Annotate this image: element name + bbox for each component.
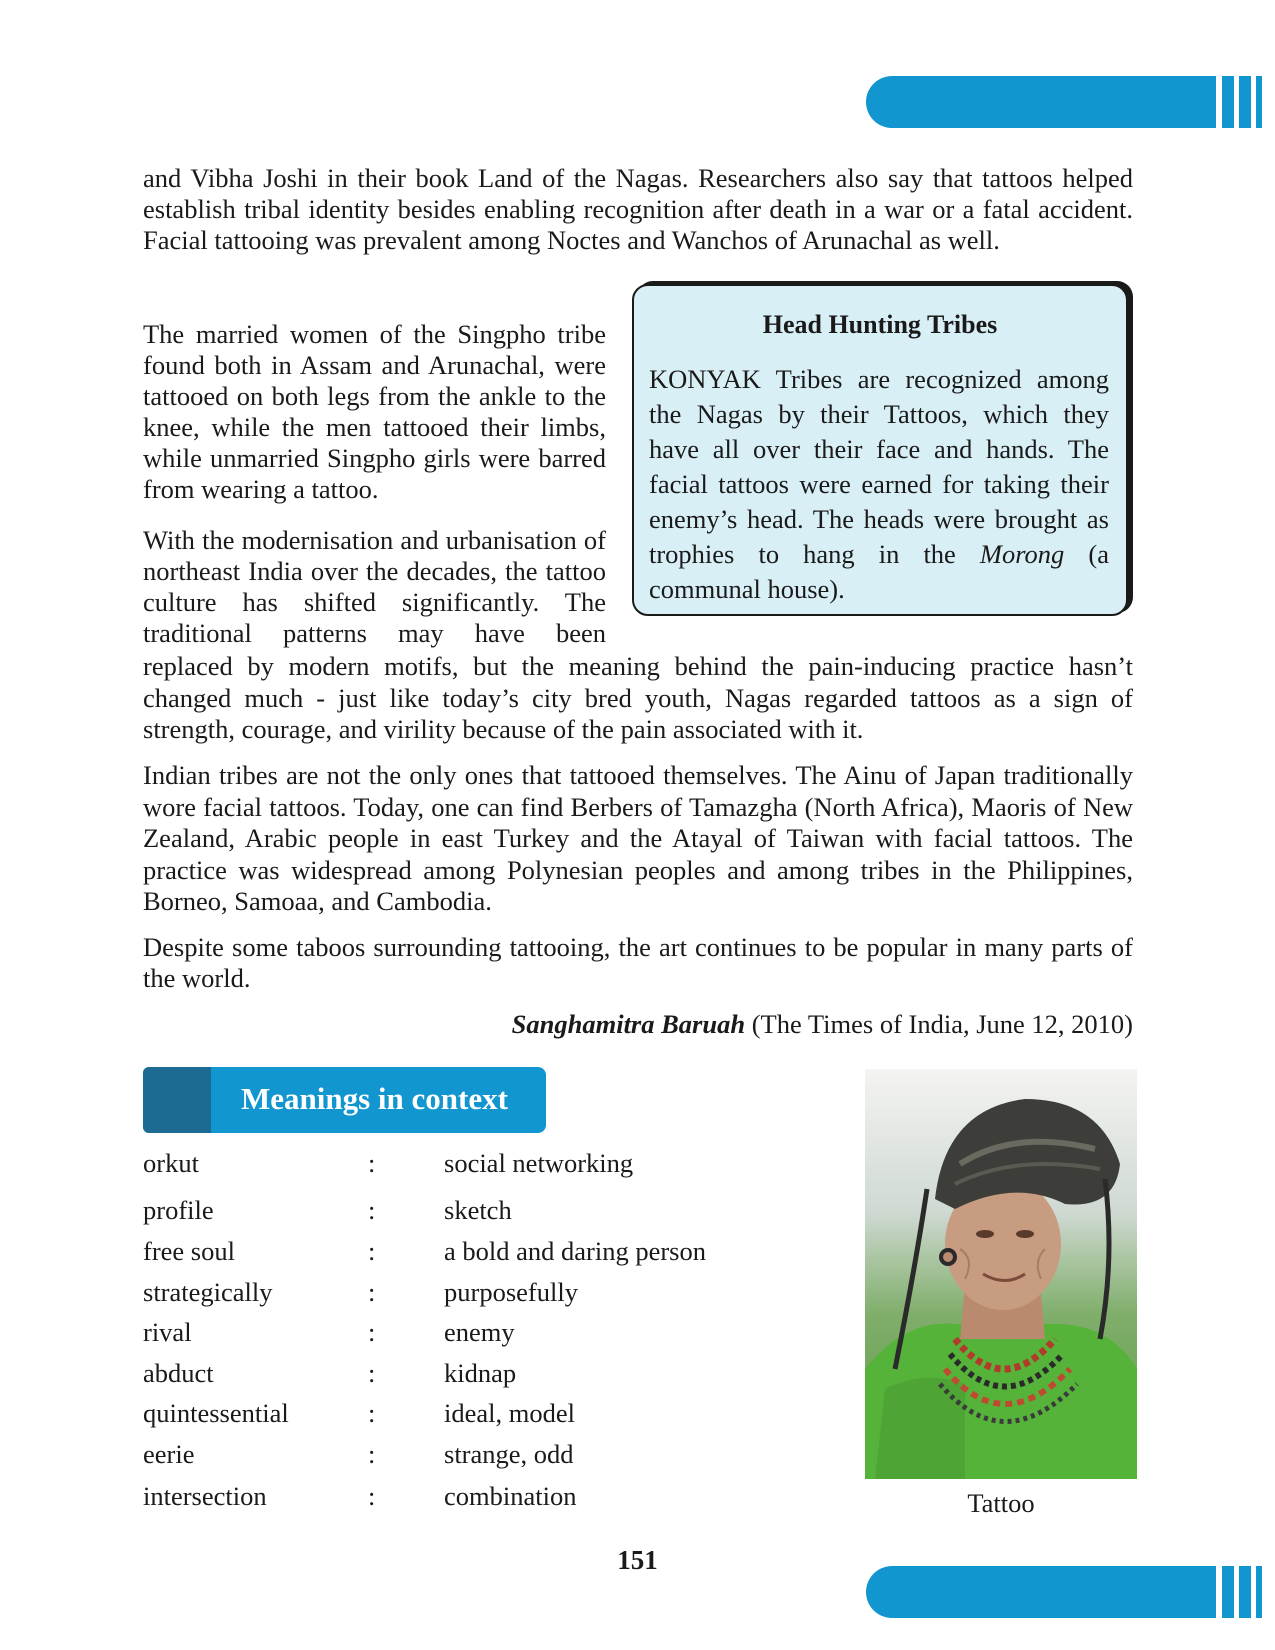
glossary-term: profile bbox=[143, 1195, 214, 1225]
glossary-meaning: kidnap bbox=[444, 1358, 517, 1388]
glossary-term: abduct bbox=[143, 1358, 214, 1388]
body-paragraph-2: The married women of the Singpho tribe found both in Assam and Arunachal, were tattooed on both legs from the ankle to the knee, while the men tattooed their limbs, while unmarried Singpho girls were barred from wearing a tattoo. bbox=[143, 319, 606, 504]
glossary-meaning: combination bbox=[444, 1481, 577, 1511]
glossary-row bbox=[143, 1481, 793, 1517]
glossary-meaning: enemy bbox=[444, 1317, 515, 1347]
meanings-in-context-heading bbox=[143, 1067, 546, 1133]
glossary-colon: : bbox=[368, 1398, 376, 1428]
glossary-row bbox=[143, 1398, 793, 1434]
glossary-meaning: strange, odd bbox=[444, 1439, 574, 1469]
header-bar-stripe bbox=[1239, 76, 1251, 128]
body-paragraph-1: and Vibha Joshi in their book Land of the Nagas. Researchers also say that tattoos helped establish tribal identity besides enabling recognition after death in a war or a fatal accident. Facial tattooing was prevalent among Noctes and Wanchos of Arunachal as well. bbox=[143, 163, 1133, 255]
glossary-colon: : bbox=[368, 1148, 376, 1178]
glossary-meaning: ideal, model bbox=[444, 1398, 575, 1428]
body-paragraph-4: replaced by modern motifs, but the meaning behind the pain-inducing practice hasn’t changed much - just like today’s city bred youth, Nagas regarded tattoos as a sign of strength, courage, and virility because of the pain associated with it. bbox=[143, 651, 1133, 744]
header-bar-stripe bbox=[1222, 76, 1234, 128]
glossary-term: eerie bbox=[143, 1439, 195, 1469]
glossary-row bbox=[143, 1148, 793, 1184]
glossary-colon: : bbox=[368, 1481, 376, 1511]
glossary-colon: : bbox=[368, 1358, 376, 1388]
glossary-term: quintessential bbox=[143, 1398, 289, 1428]
glossary-term: strategically bbox=[143, 1277, 273, 1307]
photo-caption: Tattoo bbox=[967, 1488, 1035, 1518]
byline-author: Sanghamitra Baruah bbox=[511, 1009, 746, 1039]
header-decoration-bar bbox=[866, 76, 1262, 128]
glossary-row bbox=[143, 1317, 793, 1353]
glossary-meaning: purposefully bbox=[444, 1277, 578, 1307]
photo-illustration bbox=[865, 1069, 1137, 1479]
glossary-term: rival bbox=[143, 1317, 192, 1347]
glossary-colon: : bbox=[368, 1439, 376, 1469]
head-hunting-info-box bbox=[632, 284, 1128, 616]
meanings-heading-title: Meanings in context bbox=[241, 1081, 508, 1116]
glossary-row bbox=[143, 1439, 793, 1475]
glossary-row bbox=[143, 1358, 793, 1394]
body-paragraph-5: Indian tribes are not the only ones that tattooed themselves. The Ainu of Japan traditionally wore facial tattoos. Today, one can find Berbers of Tamazgha (North Africa), Maoris of New Zealand, Arabic people in east Turkey and the Atayal of Taiwan with facial tattoos. The practice was widespread among Polynesian peoples and among tribes in the Philippines, Borneo, Samoaa, and Cambodia. bbox=[143, 760, 1133, 916]
glossary-term: intersection bbox=[143, 1481, 267, 1511]
footer-decoration-bar bbox=[866, 1566, 1262, 1618]
info-box-text-main: KONYAK Tribes are recognized among the Nagas by their Tattoos, which they have all over their face and hands. The facial tattoos were earned for taking their enemy’s head. The heads were brought as trophies to hang in the bbox=[649, 364, 1109, 569]
footer-bar-stripe bbox=[1256, 1566, 1262, 1618]
glossary-term: orkut bbox=[143, 1148, 199, 1178]
header-bar-stripe bbox=[1256, 76, 1262, 128]
footer-bar-stripe bbox=[1239, 1566, 1251, 1618]
glossary-meaning: sketch bbox=[444, 1195, 512, 1225]
byline-source: (The Times of India, June 12, 2010) bbox=[745, 1009, 1133, 1039]
glossary-colon: : bbox=[368, 1277, 376, 1307]
body-paragraph-6: Despite some taboos surrounding tattooing, the art continues to be popular in many parts of the world. bbox=[143, 932, 1133, 993]
info-box-title: Head Hunting Tribes bbox=[762, 310, 998, 339]
glossary-colon: : bbox=[368, 1195, 376, 1225]
glossary-meaning: a bold and daring person bbox=[444, 1236, 706, 1266]
body-paragraph-3: With the modernisation and urbanisation of northeast India over the decades, the tattoo culture has shifted significantly. The traditional patterns may have been bbox=[143, 525, 606, 648]
info-box-text-italic: Morong bbox=[979, 539, 1065, 569]
article-byline bbox=[143, 1009, 1133, 1040]
footer-bar-stripe bbox=[1222, 1566, 1234, 1618]
glossary-row bbox=[143, 1195, 793, 1231]
glossary-term: free soul bbox=[143, 1236, 235, 1266]
glossary-colon: : bbox=[368, 1236, 376, 1266]
info-box-text bbox=[649, 362, 1109, 607]
glossary-colon: : bbox=[368, 1317, 376, 1347]
glossary-meaning: social networking bbox=[444, 1148, 634, 1178]
page-number: 151 bbox=[617, 1545, 658, 1575]
glossary-row bbox=[143, 1277, 793, 1313]
tattooed-woman-photo bbox=[865, 1069, 1137, 1479]
heading-dark-tab bbox=[143, 1067, 211, 1133]
header-bar-pill bbox=[866, 76, 1216, 128]
footer-bar-pill bbox=[866, 1566, 1216, 1618]
info-box-text-end: (a communal house). bbox=[649, 539, 1109, 604]
glossary-row bbox=[143, 1236, 793, 1272]
